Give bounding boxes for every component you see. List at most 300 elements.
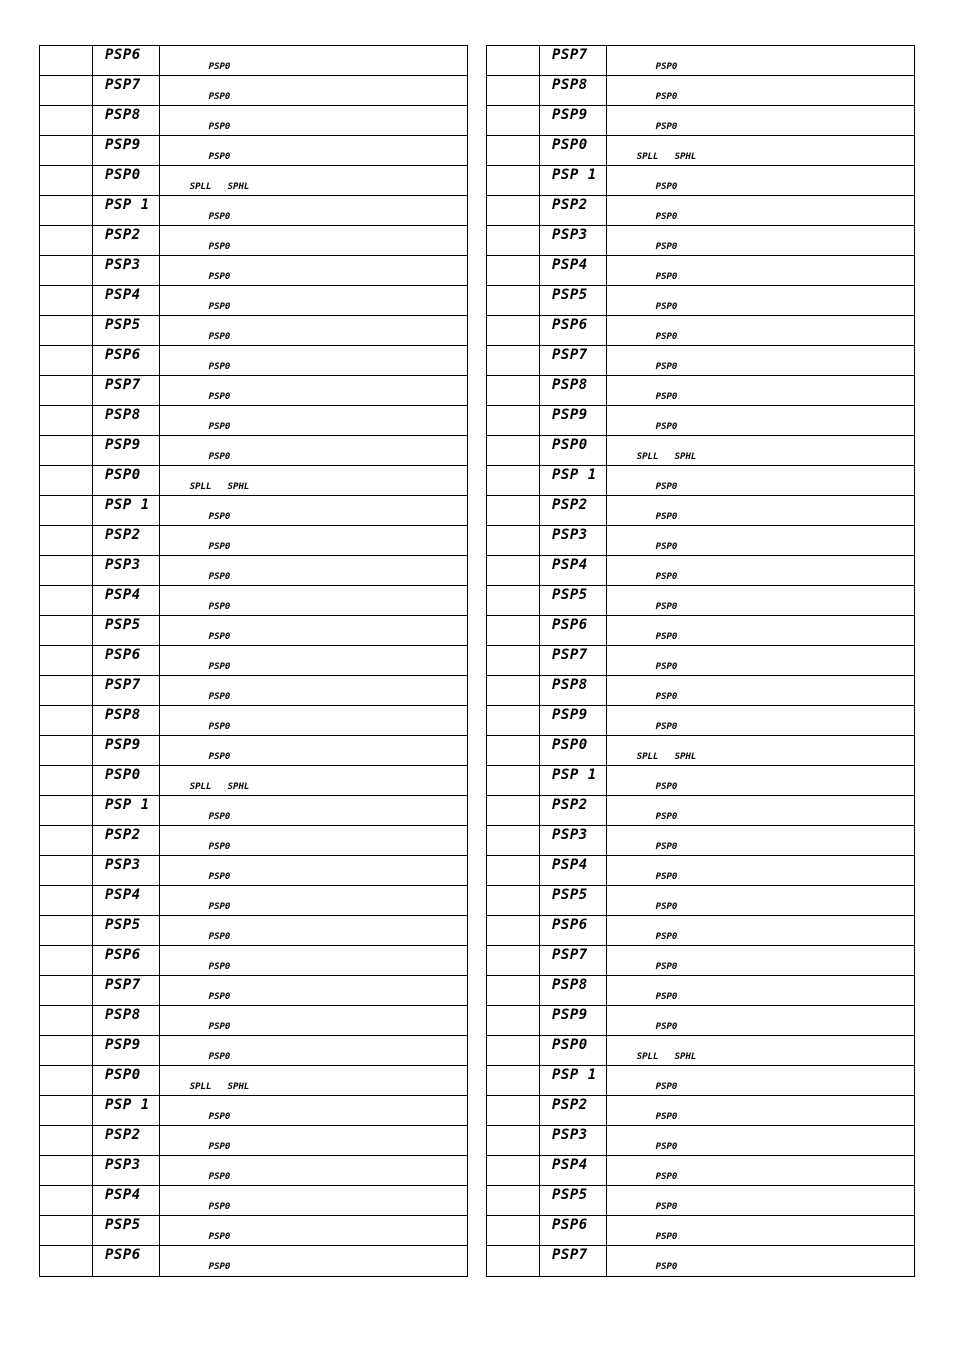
table-row	[487, 76, 914, 106]
code-cell	[540, 526, 607, 555]
table-row	[40, 1246, 467, 1276]
parameter-note: PSP0	[208, 992, 231, 1002]
description-cell	[607, 736, 914, 765]
parameter-code: PSP0	[105, 467, 141, 483]
parameter-note: PSP0	[655, 1142, 678, 1152]
parameter-code: PSP9	[552, 407, 588, 423]
description-cell	[160, 316, 467, 345]
code-cell	[540, 616, 607, 645]
description-cell	[160, 796, 467, 825]
parameter-code: PSP5	[105, 317, 141, 333]
code-cell	[93, 616, 160, 645]
parameter-note: PSP0	[655, 962, 678, 972]
parameter-note: PSP0	[208, 722, 231, 732]
description-cell	[160, 436, 467, 465]
table-row	[40, 376, 467, 406]
code-cell	[540, 226, 607, 255]
code-cell	[540, 286, 607, 315]
left-parameter-table	[39, 45, 468, 1277]
description-cell	[160, 1156, 467, 1185]
blank-cell	[40, 796, 93, 825]
parameter-note: PSP0	[208, 932, 231, 942]
parameter-note: PSP0	[208, 62, 231, 72]
parameter-code: PSP4	[552, 857, 588, 873]
blank-cell	[40, 406, 93, 435]
parameter-code: PSP9	[105, 1037, 141, 1053]
table-row	[487, 1216, 914, 1246]
parameter-code: PSP7	[552, 947, 588, 963]
parameter-note: PSP0	[208, 632, 231, 642]
description-cell	[607, 616, 914, 645]
parameter-code: PSP 1	[552, 167, 597, 183]
table-row	[487, 586, 914, 616]
parameter-code: PSP6	[105, 647, 141, 663]
blank-cell	[40, 496, 93, 525]
code-cell	[93, 826, 160, 855]
code-cell	[93, 406, 160, 435]
code-cell	[540, 646, 607, 675]
blank-cell	[487, 1066, 540, 1095]
table-row	[487, 196, 914, 226]
parameter-code: PSP 1	[105, 1097, 150, 1113]
code-cell	[93, 856, 160, 885]
code-cell	[540, 886, 607, 915]
description-cell	[160, 886, 467, 915]
parameter-code: PSP7	[552, 1247, 588, 1263]
table-row	[40, 856, 467, 886]
parameter-code: PSP2	[105, 227, 141, 243]
blank-cell	[40, 1096, 93, 1125]
table-row	[487, 1066, 914, 1096]
table-row	[487, 526, 914, 556]
description-cell	[160, 556, 467, 585]
blank-cell	[40, 856, 93, 885]
blank-cell	[487, 226, 540, 255]
table-row	[40, 406, 467, 436]
description-cell	[607, 466, 914, 495]
parameter-code: PSP8	[552, 377, 588, 393]
blank-cell	[40, 226, 93, 255]
code-cell	[540, 976, 607, 1005]
table-row	[40, 226, 467, 256]
blank-cell	[40, 646, 93, 675]
blank-cell	[40, 556, 93, 585]
parameter-code: PSP9	[552, 1007, 588, 1023]
code-cell	[93, 646, 160, 675]
parameter-note: PSP0	[655, 842, 678, 852]
description-cell	[160, 1096, 467, 1125]
code-cell	[93, 196, 160, 225]
description-cell	[160, 1066, 467, 1095]
blank-cell	[40, 196, 93, 225]
blank-cell	[487, 616, 540, 645]
blank-cell	[487, 1126, 540, 1155]
parameter-note: PSP0	[655, 902, 678, 912]
description-cell	[160, 946, 467, 975]
table-row	[487, 256, 914, 286]
blank-cell	[487, 1156, 540, 1185]
blank-cell	[487, 406, 540, 435]
blank-cell	[487, 496, 540, 525]
parameter-code: PSP6	[105, 47, 141, 63]
code-cell	[540, 946, 607, 975]
code-cell	[93, 316, 160, 345]
code-cell	[540, 166, 607, 195]
code-cell	[540, 736, 607, 765]
blank-cell	[40, 316, 93, 345]
blank-cell	[40, 256, 93, 285]
parameter-code: PSP3	[552, 527, 588, 543]
description-cell	[160, 196, 467, 225]
parameter-code: PSP3	[105, 1157, 141, 1173]
parameter-code: PSP9	[105, 737, 141, 753]
parameter-note: PSP0	[655, 1232, 678, 1242]
blank-cell	[487, 136, 540, 165]
parameter-code: PSP0	[552, 437, 588, 453]
code-cell	[93, 1246, 160, 1276]
parameter-note: PSP0	[655, 1262, 678, 1272]
code-cell	[540, 196, 607, 225]
code-cell	[93, 1006, 160, 1035]
parameter-note: PSP0	[655, 1112, 678, 1122]
description-cell	[607, 946, 914, 975]
parameter-code: PSP5	[552, 887, 588, 903]
code-cell	[540, 826, 607, 855]
code-cell	[540, 46, 607, 75]
parameter-note: SPLL SPHL	[636, 152, 697, 162]
parameter-note: PSP0	[655, 662, 678, 672]
parameter-note: PSP0	[655, 1022, 678, 1032]
description-cell	[160, 466, 467, 495]
table-row	[487, 826, 914, 856]
parameter-note: PSP0	[208, 812, 231, 822]
table-row	[487, 1156, 914, 1186]
blank-cell	[40, 676, 93, 705]
description-cell	[160, 496, 467, 525]
parameter-note: PSP0	[655, 542, 678, 552]
table-row	[487, 166, 914, 196]
table-row	[487, 646, 914, 676]
blank-cell	[40, 1006, 93, 1035]
parameter-code: PSP4	[105, 587, 141, 603]
description-cell	[160, 46, 467, 75]
blank-cell	[487, 856, 540, 885]
parameter-note: PSP0	[655, 212, 678, 222]
table-row	[40, 736, 467, 766]
parameter-note: PSP0	[655, 1202, 678, 1212]
blank-cell	[487, 556, 540, 585]
table-row	[487, 496, 914, 526]
table-row	[487, 616, 914, 646]
blank-cell	[487, 586, 540, 615]
description-cell	[607, 496, 914, 525]
code-cell	[540, 856, 607, 885]
parameter-note: SPLL SPHL	[636, 452, 697, 462]
parameter-note: PSP0	[655, 92, 678, 102]
code-cell	[93, 736, 160, 765]
description-cell	[160, 376, 467, 405]
blank-cell	[487, 1006, 540, 1035]
parameter-note: PSP0	[655, 482, 678, 492]
parameter-code: PSP4	[552, 557, 588, 573]
description-cell	[607, 556, 914, 585]
blank-cell	[487, 316, 540, 345]
blank-cell	[40, 1126, 93, 1155]
table-row	[40, 586, 467, 616]
parameter-code: PSP0	[552, 1037, 588, 1053]
code-cell	[540, 796, 607, 825]
blank-cell	[40, 736, 93, 765]
table-row	[487, 1126, 914, 1156]
parameter-code: PSP0	[105, 1067, 141, 1083]
parameter-code: PSP3	[552, 227, 588, 243]
parameter-code: PSP 1	[105, 197, 150, 213]
description-cell	[160, 1036, 467, 1065]
code-cell	[540, 1216, 607, 1245]
parameter-note: PSP0	[208, 872, 231, 882]
blank-cell	[40, 166, 93, 195]
parameter-note: SPLL SPHL	[636, 752, 697, 762]
description-cell	[607, 1096, 914, 1125]
blank-cell	[40, 286, 93, 315]
code-cell	[93, 106, 160, 135]
parameter-code: PSP 1	[105, 497, 150, 513]
parameter-note: PSP0	[208, 392, 231, 402]
code-cell	[93, 346, 160, 375]
parameter-note: SPLL SPHL	[189, 482, 250, 492]
parameter-note: PSP0	[655, 692, 678, 702]
blank-cell	[40, 466, 93, 495]
table-row	[40, 1126, 467, 1156]
table-row	[40, 916, 467, 946]
parameter-code: PSP6	[105, 347, 141, 363]
parameter-code: PSP8	[552, 77, 588, 93]
table-row	[487, 706, 914, 736]
code-cell	[540, 1036, 607, 1065]
parameter-note: PSP0	[208, 452, 231, 462]
parameter-code: PSP3	[552, 1127, 588, 1143]
parameter-note: PSP0	[208, 92, 231, 102]
description-cell	[160, 226, 467, 255]
table-row	[40, 496, 467, 526]
parameter-note: PSP0	[208, 542, 231, 552]
description-cell	[607, 1006, 914, 1035]
parameter-note: PSP0	[208, 572, 231, 582]
description-cell	[607, 796, 914, 825]
table-row	[487, 316, 914, 346]
code-cell	[540, 916, 607, 945]
table-row	[40, 976, 467, 1006]
parameter-code: PSP6	[552, 1217, 588, 1233]
description-cell	[160, 646, 467, 675]
description-cell	[160, 76, 467, 105]
parameter-note: PSP0	[655, 722, 678, 732]
blank-cell	[40, 46, 93, 75]
blank-cell	[487, 1186, 540, 1215]
code-cell	[540, 406, 607, 435]
blank-cell	[487, 1036, 540, 1065]
code-cell	[540, 766, 607, 795]
parameter-note: PSP0	[655, 512, 678, 522]
table-row	[40, 286, 467, 316]
parameter-note: PSP0	[208, 332, 231, 342]
blank-cell	[487, 436, 540, 465]
parameter-note: PSP0	[208, 902, 231, 912]
table-row	[40, 106, 467, 136]
code-cell	[93, 286, 160, 315]
table-row	[40, 1006, 467, 1036]
blank-cell	[487, 1246, 540, 1276]
parameter-code: PSP4	[552, 257, 588, 273]
parameter-code: PSP0	[552, 137, 588, 153]
description-cell	[607, 856, 914, 885]
description-cell	[607, 1186, 914, 1215]
table-row	[487, 1006, 914, 1036]
table-row	[40, 646, 467, 676]
code-cell	[93, 466, 160, 495]
blank-cell	[40, 616, 93, 645]
table-row	[487, 406, 914, 436]
table-row	[40, 256, 467, 286]
parameter-code: PSP2	[552, 197, 588, 213]
table-row	[487, 946, 914, 976]
description-cell	[607, 826, 914, 855]
code-cell	[93, 1096, 160, 1125]
table-row	[487, 286, 914, 316]
description-cell	[607, 1216, 914, 1245]
description-cell	[160, 856, 467, 885]
description-cell	[160, 766, 467, 795]
description-cell	[607, 376, 914, 405]
parameter-note: PSP0	[208, 1262, 231, 1272]
parameter-note: PSP0	[655, 392, 678, 402]
parameter-code: PSP0	[552, 737, 588, 753]
parameter-note: SPLL SPHL	[636, 1052, 697, 1062]
code-cell	[93, 1156, 160, 1185]
code-cell	[93, 586, 160, 615]
description-cell	[607, 76, 914, 105]
parameter-code: PSP4	[105, 1187, 141, 1203]
description-cell	[160, 136, 467, 165]
code-cell	[540, 676, 607, 705]
description-cell	[160, 286, 467, 315]
description-cell	[607, 136, 914, 165]
table-row	[487, 466, 914, 496]
description-cell	[607, 676, 914, 705]
parameter-note: PSP0	[208, 422, 231, 432]
description-cell	[160, 346, 467, 375]
code-cell	[540, 1096, 607, 1125]
code-cell	[93, 76, 160, 105]
parameter-code: PSP8	[552, 977, 588, 993]
table-row	[40, 796, 467, 826]
description-cell	[160, 1246, 467, 1276]
parameter-note: PSP0	[208, 362, 231, 372]
table-row	[40, 886, 467, 916]
code-cell	[93, 706, 160, 735]
parameter-note: PSP0	[208, 242, 231, 252]
table-row	[40, 436, 467, 466]
table-row	[40, 616, 467, 646]
table-row	[487, 106, 914, 136]
description-cell	[607, 346, 914, 375]
parameter-note: SPLL SPHL	[189, 782, 250, 792]
blank-cell	[487, 346, 540, 375]
parameter-code: PSP2	[552, 797, 588, 813]
parameter-code: PSP2	[552, 497, 588, 513]
table-row	[487, 676, 914, 706]
description-cell	[607, 286, 914, 315]
parameter-note: PSP0	[655, 362, 678, 372]
code-cell	[540, 136, 607, 165]
blank-cell	[40, 766, 93, 795]
description-cell	[607, 406, 914, 435]
description-cell	[160, 916, 467, 945]
blank-cell	[487, 796, 540, 825]
table-row	[40, 346, 467, 376]
table-row	[40, 316, 467, 346]
parameter-code: PSP5	[105, 1217, 141, 1233]
description-cell	[607, 886, 914, 915]
blank-cell	[40, 436, 93, 465]
table-row	[487, 346, 914, 376]
description-cell	[160, 976, 467, 1005]
right-parameter-table	[486, 45, 915, 1277]
table-row	[487, 796, 914, 826]
table-row	[487, 736, 914, 766]
code-cell	[93, 226, 160, 255]
description-cell	[607, 256, 914, 285]
code-cell	[93, 676, 160, 705]
parameter-note: PSP0	[655, 632, 678, 642]
parameter-note: PSP0	[655, 242, 678, 252]
code-cell	[540, 376, 607, 405]
parameter-code: PSP7	[552, 347, 588, 363]
code-cell	[93, 1186, 160, 1215]
parameter-note: PSP0	[208, 272, 231, 282]
table-row	[40, 136, 467, 166]
parameter-note: PSP0	[208, 1202, 231, 1212]
description-cell	[607, 106, 914, 135]
table-row	[487, 886, 914, 916]
parameter-code: PSP7	[105, 677, 141, 693]
description-cell	[160, 586, 467, 615]
blank-cell	[487, 766, 540, 795]
table-row	[40, 76, 467, 106]
code-cell	[93, 436, 160, 465]
description-cell	[160, 526, 467, 555]
parameter-code: PSP3	[105, 257, 141, 273]
parameter-code: PSP0	[105, 767, 141, 783]
blank-cell	[487, 526, 540, 555]
blank-cell	[487, 196, 540, 225]
description-cell	[607, 1156, 914, 1185]
description-cell	[607, 46, 914, 75]
parameter-note: PSP0	[655, 932, 678, 942]
code-cell	[540, 1006, 607, 1035]
parameter-note: PSP0	[655, 62, 678, 72]
parameter-code: PSP8	[552, 677, 588, 693]
parameter-code: PSP9	[552, 107, 588, 123]
parameter-note: PSP0	[208, 692, 231, 702]
parameter-code: PSP7	[552, 47, 588, 63]
description-cell	[607, 316, 914, 345]
code-cell	[93, 1126, 160, 1155]
parameter-code: PSP7	[105, 977, 141, 993]
table-row	[487, 1096, 914, 1126]
code-cell	[540, 1186, 607, 1215]
code-cell	[540, 106, 607, 135]
